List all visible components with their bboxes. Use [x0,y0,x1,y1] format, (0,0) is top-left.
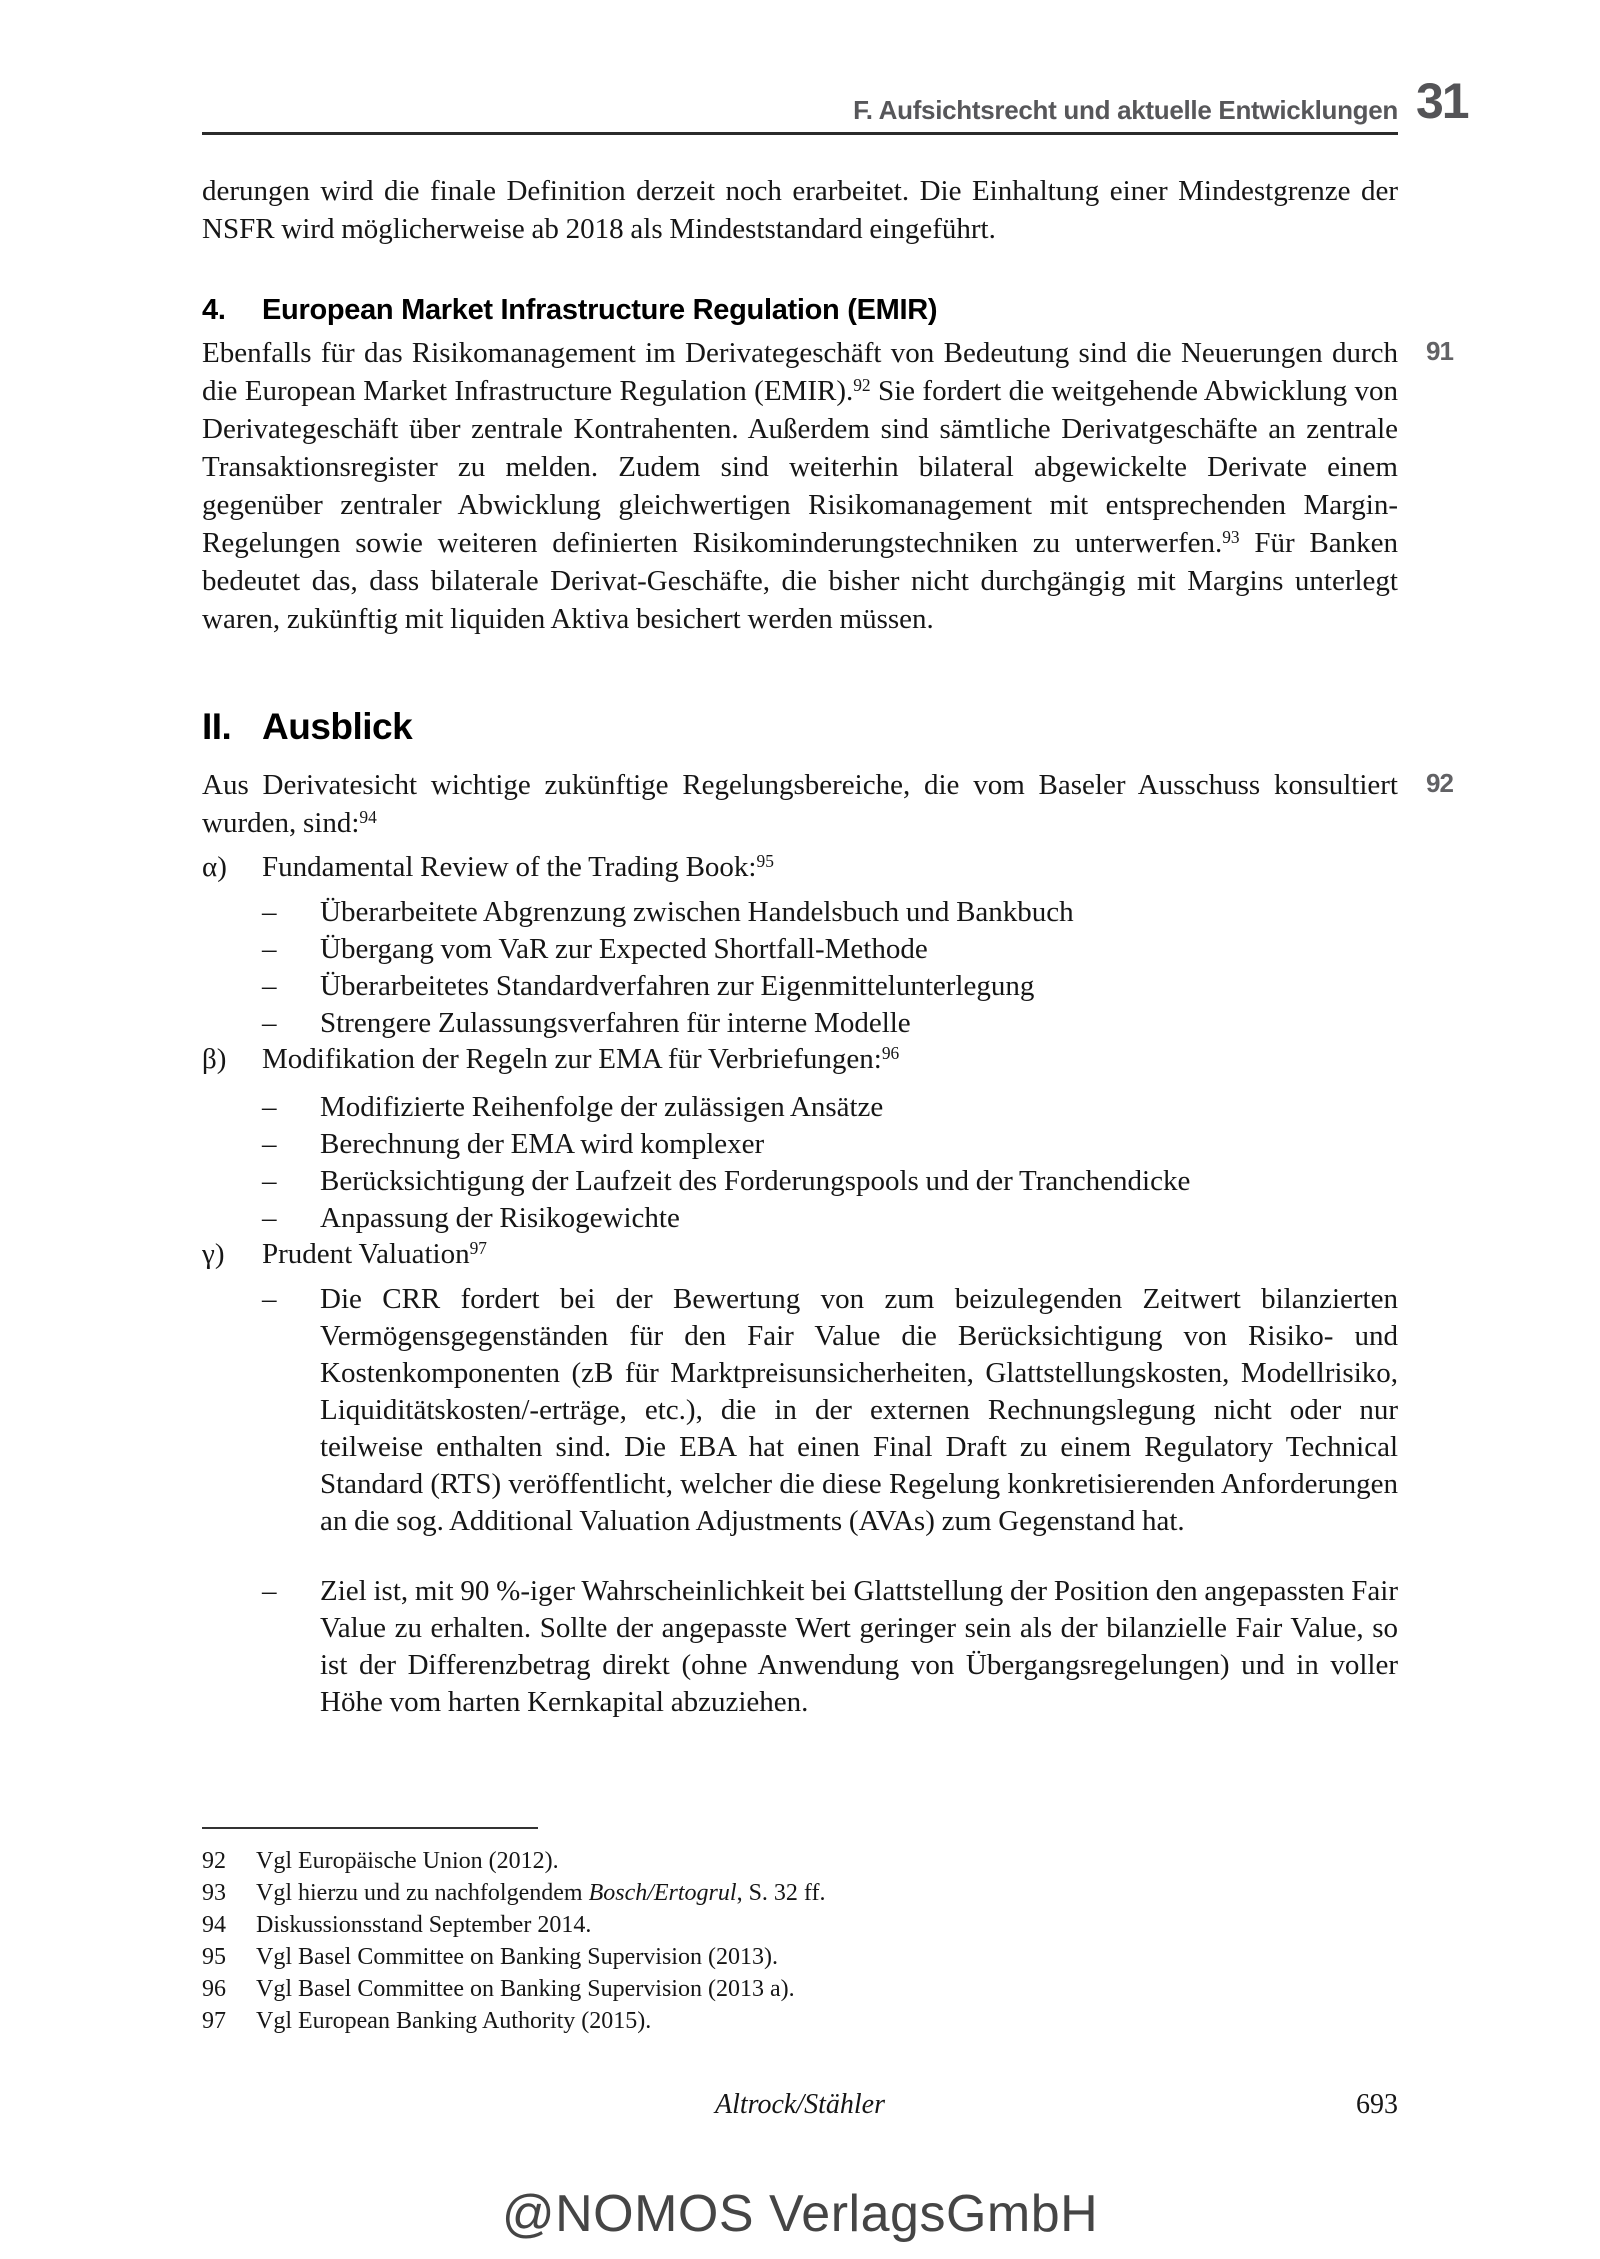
footnote-ref: 93 [1222,527,1240,548]
list-item-text: Prudent Valuation$^{97}$ [262,1238,487,1270]
section-title: Ausblick [262,706,413,747]
dash-item-text: Übergang vom VaR zur Expected Shortfall-Methode [320,933,928,965]
footer-authors: Altrock/Stähler [714,2089,886,2120]
section-heading-ii [202,707,1398,747]
dash-item [262,894,1398,931]
footnote-number: 96 [202,1976,226,2002]
footnote-text: Vgl European Banking Authority (2015). [256,2008,652,2034]
footnote-ref: 95 [756,851,774,872]
list-item-marker: α) [202,851,227,883]
footnote-text: Vgl Basel Committee on Banking Supervision (2013). [256,1944,778,1970]
footnote [202,1973,1398,2005]
dash-item-text: Überarbeitete Abgrenzung zwischen Handelsbuch und Bankbuch [320,896,1074,928]
emir-paragraph: Ebenfalls für das Risikomanagement im Derivategeschäft von Bedeutung sind die Neuerungen durch die European Market Infrastructure Regulation (EMIR).$^{92}$ Sie fordert die weitgehende Abwicklung von Derivategeschäft über zentrale Kontrahenten. Außerdem sind sämtliche Derivatgeschäfte an zentrale Transaktionsregister zu melden. Zudem sind weiterhin bilateral abgewickelte Derivate einem gegenüber zentraler Abwicklung gleichwertigen Risikomanagement mit entsprechenden Margin-Regelungen sowie weiteren definierten Risikominderungstechniken zu unterwerfen.$^{93}$ Für Banken bedeutet das, dass bilaterale Derivat-Geschäfte, die bisher nicht durchgängig mit Margins unterlegt waren, zukünftig mit liquiden Aktiva besichert werden müssen. [202,337,1399,635]
footnote [202,1845,1398,1877]
footnotes [202,1845,1398,2037]
section-number-label: 4. [202,294,226,326]
dash-marker: – [262,1202,277,1234]
dash-item-text: Berücksichtigung der Laufzeit des Forderungspools und der Tranchendicke [320,1165,1191,1197]
dash-marker: – [262,933,277,965]
dash-marker: – [262,1283,277,1315]
list-item-head [202,1041,1398,1078]
footnote-rule [202,1827,538,1829]
list-item-marker: β) [202,1043,227,1075]
footnote-ref: 92 [853,375,871,396]
page-corner-number: 31 [1416,73,1468,129]
ausblick-paragraph: Aus Derivatesicht wichtige zukünftige Regelungsbereiche, die vom Baseler Ausschuss konsultiert wurden, sind:$^{94}$ [202,769,1398,839]
list-item-head [202,1236,1398,1273]
margin-number-91: 91 [1426,336,1453,366]
list-item-marker: γ) [202,1238,225,1270]
footnote-text: Diskussionsstand September 2014. [256,1912,592,1938]
section-heading-4 [202,294,1398,326]
margin-number-92: 92 [1426,768,1453,798]
section-title: European Market Infrastructure Regulation (EMIR) [262,294,938,326]
publisher-watermark: @NOMOS VerlagsGmbH [501,2185,1099,2243]
dash-item-text: Ziel ist, mit 90 %-iger Wahrscheinlichkeit bei Glattstellung der Position den angepassten Fair Value zu erhalten. Sollte der angepasste Wert geringer sein als der bilanzielle Fair Value, so ist der Differenzbetrag direkt (ohne Anwendung von Übergangsregelungen) und in voller Höhe vom harten Kernkapital abzuziehen. [320,1575,1398,1718]
dash-item-text: Modifizierte Reihenfolge der zulässigen Ansätze [320,1091,884,1123]
dash-marker: – [262,896,277,928]
dash-marker: – [262,970,277,1002]
dash-marker: – [262,1091,277,1123]
footnote-text: Vgl Basel Committee on Banking Supervision (2013 a). [256,1976,795,2002]
footnote [202,1877,1398,1909]
dash-item [262,931,1398,968]
footnote [202,2005,1398,2037]
footnote-ref: 96 [881,1043,900,1064]
dash-item [262,1126,1398,1163]
footnote-number: 97 [202,2008,226,2034]
dash-item-text: Berechnung der EMA wird komplexer [320,1128,765,1160]
dash-item [262,1005,1398,1042]
list-item-head [202,849,1398,886]
continuation-paragraph: derungen wird die finale Definition derzeit noch erarbeitet. Die Einhaltung einer Mindestgrenze der NSFR wird möglicherweise ab 2018 als Mindeststandard eingeführt. [202,175,1398,245]
dash-marker: – [262,1575,277,1607]
dash-item [262,968,1398,1005]
header-rule [202,132,1398,135]
footer-page-number: 693 [1356,2089,1398,2120]
list-item-text: Modifikation der Regeln zur EMA für Verbriefungen:$^{96}$ [262,1043,900,1075]
dash-item-text: Die CRR fordert bei der Bewertung von zum beizulegenden Zeitwert bilanzierten Vermögensgegenständen für den Fair Value die Berücksichtigung von Risiko- und Kostenkomponenten (zB für Marktpreisunsicherheiten, Glattstellungskosten, Modellrisiko, Liquiditätskosten/-erträge, etc.), die in der externen Rechnungslegung nicht oder nur teilweise enthalten sind. Die EBA hat einen Final Draft zu einem Regulatory Technical Standard (RTS) veröffentlicht, welcher die diese Regelung konkretisierenden Anforderungen an die sog. Additional Valuation Adjustments (AVAs) zum Gegenstand hat. [320,1283,1398,1537]
footnote-number: 93 [202,1880,226,1906]
dash-item [262,1089,1398,1126]
dash-item [262,1281,1398,1540]
section-number-label: II. [202,706,232,747]
dash-item-text: Strengere Zulassungsverfahren für interne Modelle [320,1007,911,1039]
footnote-text: Vgl hierzu und zu nachfolgendem Bosch/Ertogrul, S. 32 ff. [256,1880,826,1906]
footnote-number: 94 [202,1912,226,1938]
footnote [202,1909,1398,1941]
chapter-title: F. Aufsichtsrecht und aktuelle Entwicklungen [853,95,1398,125]
footnote-ref: 94 [359,807,377,828]
footnote [202,1941,1398,1973]
footnote-number: 95 [202,1944,226,1970]
dash-item [262,1200,1398,1237]
list-item-text: Fundamental Review of the Trading Book:$^{95}$ [262,851,774,883]
dash-item-text: Anpassung der Risikogewichte [320,1202,680,1234]
dash-marker: – [262,1128,277,1160]
italic-citation: Bosch/Ertogrul [588,1880,737,1906]
dash-item-text: Überarbeitetes Standardverfahren zur Eigenmittelunterlegung [320,970,1035,1002]
footnote-text: Vgl Europäische Union (2012). [256,1848,559,1874]
dash-marker: – [262,1007,277,1039]
dash-marker: – [262,1165,277,1197]
footnote-ref: 97 [469,1238,487,1259]
dash-item [262,1163,1398,1200]
footnote-number: 92 [202,1848,226,1874]
dash-item [262,1573,1398,1721]
